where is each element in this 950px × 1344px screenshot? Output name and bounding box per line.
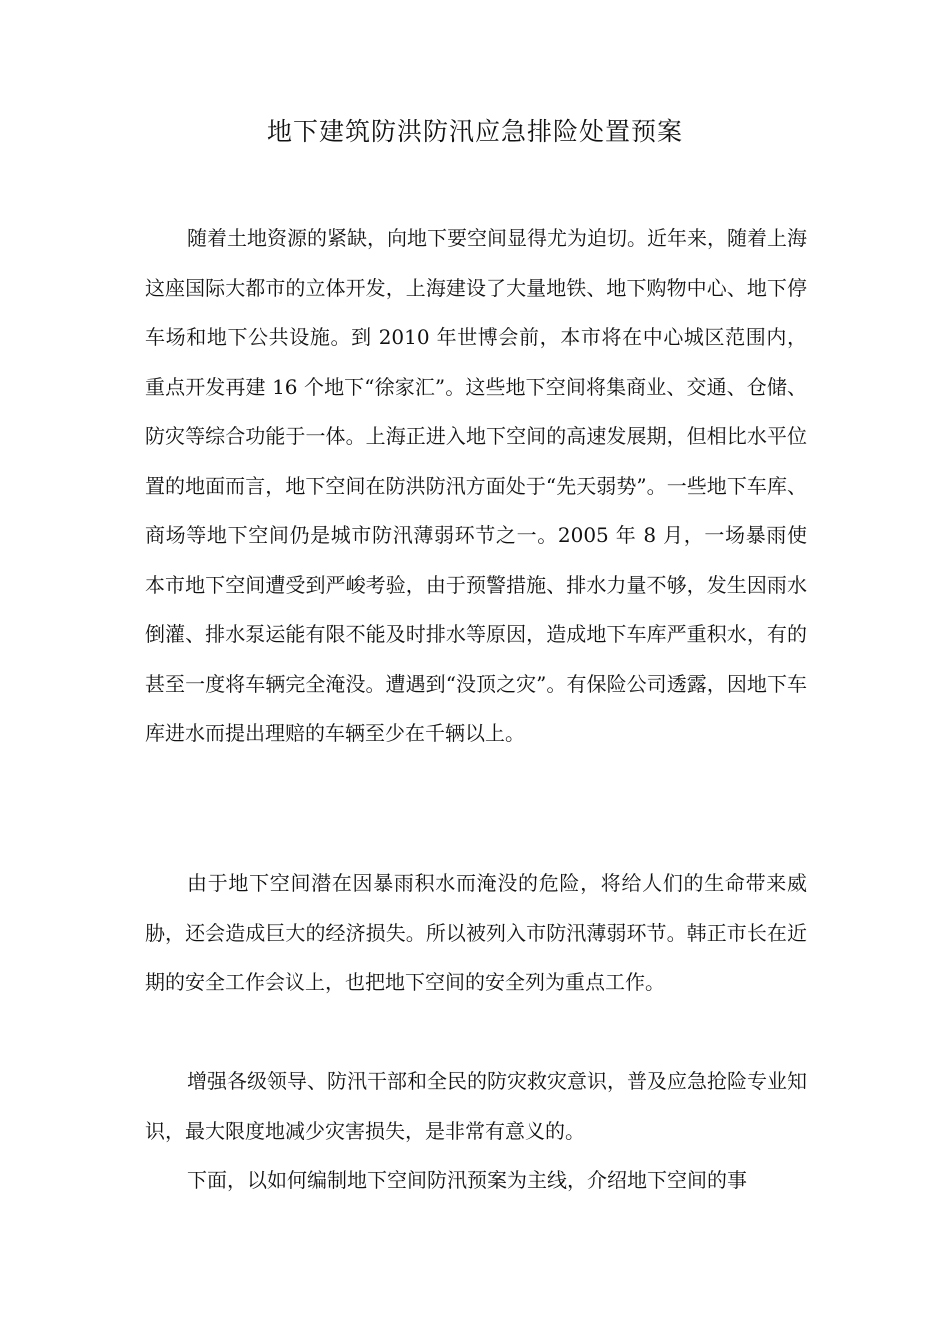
paragraph-outline: 下面，以如何编制地下空间防汛预案为主线，介绍地下空间的事 <box>187 1168 747 1192</box>
paragraph-danger: 由于地下空间潜在因暴雨积水而淹没的危险，将给人们的生命带来威胁，还会造成巨大的经济损失。所以被列入市防汛薄弱环节。韩正市长在近期的安全工作会议上，也把地下空间的安全列为重点工作。 <box>145 871 807 994</box>
document-title: 地下建筑防洪防汛应急排险处置预案 <box>266 117 683 146</box>
paragraph-awareness: 增强各级领导、防汛干部和全民的防灾救灾意识，普及应急抢险专业知识，最大限度地减少灾害损失，是非常有意义的。 <box>145 1069 807 1143</box>
paragraph-intro: 随着土地资源的紧缺，向地下要空间显得尤为迫切。近年来，随着上海这座国际大都市的立体开发，上海建设了大量地铁、地下购物中心、地下停车场和地下公共设施。到 2010 年世博会前，本市将在中心城区范围内，重点开发再建 16 个地下“徐家汇”。这些地下空间将集商业、交通、仓储、防灾等综合功能于一体。上海正进入地下空间的高速发展期，但相比水平位置的地面而言，地下空间在防洪防汛方面处于“先天弱势”。一些地下车库、商场等地下空间仍是城市防汛薄弱环节之一。2005 年 8 月，一场暴雨使本市地下空间遭受到严峻考验，由于预警措施、排水力量不够，发生因雨水倒灌、排水泵运能有限不能及时排水等原因，造成地下车库严重积水，有的甚至一度将车辆完全淹没。遭遇到“没顶之灾”。有保险公司透露，因地下车库进水而提出理赔的车辆至少在千辆以上。 <box>145 226 807 745</box>
